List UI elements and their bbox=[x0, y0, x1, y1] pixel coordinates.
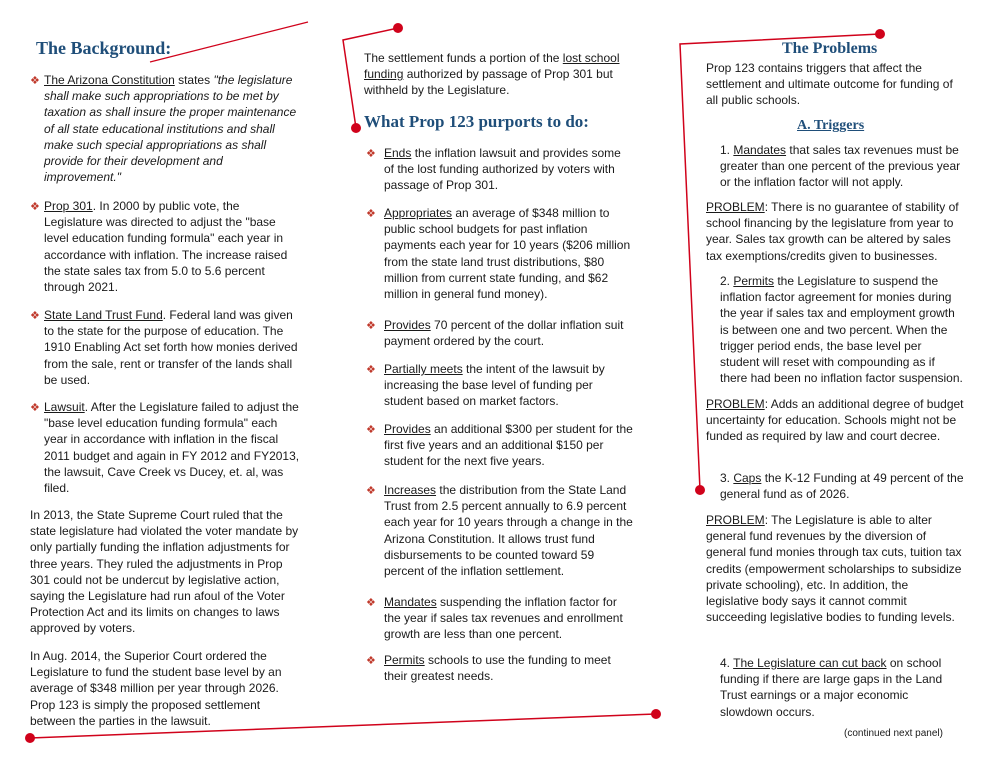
problems-intro: Prop 123 contains triggers that affect the settlement and ultimate outcome for funding of all public schools. bbox=[706, 61, 953, 108]
item-lead: Increases bbox=[384, 483, 437, 497]
list-item bbox=[366, 145, 634, 194]
diamond-bullet-icon: ❖ bbox=[366, 597, 376, 609]
trigger-item bbox=[720, 273, 964, 386]
item-lead: Provides bbox=[384, 318, 431, 332]
item-text: an additional $300 per student for the first five years and an additional $150 per student for the next five years. bbox=[384, 422, 633, 469]
list-item bbox=[366, 361, 634, 410]
paragraph: In Aug. 2014, the Superior Court ordered the Legislature to fund the student base level by an average of $348 million per year through 2026. Prop 123 is simply the proposed settlement between the parties in the lawsuit. bbox=[30, 649, 282, 728]
intro-text: The settlement funds a portion of the bbox=[364, 51, 563, 65]
item-mid: states bbox=[174, 73, 214, 87]
trigger-number: 2. bbox=[720, 274, 734, 288]
diamond-bullet-icon: ❖ bbox=[366, 320, 376, 332]
diamond-bullet-icon: ❖ bbox=[30, 310, 40, 322]
item-lead: Mandates bbox=[384, 595, 437, 609]
problem-paragraph bbox=[706, 199, 964, 264]
red-dot bbox=[875, 29, 885, 39]
background-heading: The Background: bbox=[36, 38, 172, 58]
problem-label: PROBLEM bbox=[706, 200, 765, 214]
item-text: the intent of the lawsuit by increasing the base level of funding per student based on market factors. bbox=[384, 362, 605, 409]
problem-label: PROBLEM bbox=[706, 513, 765, 527]
continued-note: (continued next panel) bbox=[844, 728, 943, 739]
item-text: the inflation lawsuit and provides some of the lost funding authorized by voters with passage of Prop 301. bbox=[384, 146, 621, 193]
list-item bbox=[30, 198, 300, 295]
item-text: . Federal land was given to the state for the purpose of education. The 1910 Enabling Act set forth how monies derived from the sale, rent or transfer of the lands shall be used. bbox=[44, 308, 298, 387]
diamond-bullet-icon: ❖ bbox=[366, 148, 376, 160]
intro-underlined: lost school funding bbox=[364, 51, 620, 82]
item-text: . In 2000 by public vote, the Legislature was directed to adjust the "base level education funding formula" each year in accordance with inflation. The increase raised the state sales tax from 5.0 to 5.6 percent through 2021. bbox=[44, 199, 288, 295]
problem-paragraph bbox=[706, 512, 964, 625]
red-dot bbox=[393, 23, 403, 33]
red-dot bbox=[25, 733, 35, 743]
trigger-text: the K-12 Funding at 49 percent of the general fund as of 2026. bbox=[720, 471, 964, 502]
intro-text: authorized by passage of Prop 301 but withheld by the Legislature. bbox=[364, 67, 613, 98]
red-line-top-left bbox=[150, 22, 308, 62]
diamond-bullet-icon: ❖ bbox=[366, 364, 376, 376]
trigger-lead: Permits bbox=[733, 274, 775, 288]
trigger-text: on school funding if there are large gaps in the Land Trust earnings or a major economic slowdown occurs. bbox=[720, 656, 943, 719]
problem-paragraph bbox=[706, 396, 964, 445]
item-lead: Provides bbox=[384, 422, 431, 436]
item-text: 70 percent of the dollar inflation suit payment ordered by the court. bbox=[384, 318, 624, 349]
list-item bbox=[366, 594, 634, 643]
item-text: an average of $348 million to public school budgets for past inflation payments each year for 10 years ($206 million from the state land trust distributions, $80 million from current state funding, and $62 million in general fund money). bbox=[384, 206, 631, 302]
item-text: the distribution from the State Land Trust from 2.5 percent annually to 6.9 percent each year for 10 years through a change in the Arizona Constitution. It allows trust fund disbursements to be counted toward 59 percent of the inflation settlement. bbox=[384, 483, 633, 579]
diamond-bullet-icon: ❖ bbox=[366, 208, 376, 220]
diamond-bullet-icon: ❖ bbox=[30, 201, 40, 213]
red-dot bbox=[351, 123, 361, 133]
item-lead: Ends bbox=[384, 146, 412, 160]
list-item bbox=[366, 317, 634, 349]
item-text: "the legislature shall make such appropriations to be met by taxation as shall insure the proper maintenance of all state educational institutions and shall make such special appropriations as shall provide for their development and improvement." bbox=[44, 73, 297, 185]
trigger-text: that sales tax revenues must be greater than one percent of the previous year or the inflation factor will not apply. bbox=[720, 143, 961, 190]
diamond-bullet-icon: ❖ bbox=[366, 485, 376, 497]
diamond-bullet-icon: ❖ bbox=[30, 75, 40, 87]
list-item bbox=[30, 399, 300, 496]
item-lead: Lawsuit bbox=[44, 400, 85, 414]
list-item bbox=[366, 421, 634, 470]
item-lead: Partially meets bbox=[384, 362, 463, 376]
trigger-item bbox=[720, 470, 964, 502]
item-text: suspending the inflation factor for the year if sales tax revenues and enrollment growth are less than one percent. bbox=[384, 595, 623, 642]
diamond-bullet-icon: ❖ bbox=[366, 424, 376, 436]
purports-heading: What Prop 123 purports to do: bbox=[364, 112, 589, 131]
trigger-text: the Legislature to suspend the inflation factor agreement for monies during the year if sales tax and employment growth is between one and two percent. When the trigger period ends, the base level per student will reset with compounding as if there had been no inflation factor suspension. bbox=[720, 274, 963, 386]
problem-text: : Adds an additional degree of budget uncertainty for education. Schools might not be funded as required by law and court decree. bbox=[706, 397, 964, 444]
settlement-intro bbox=[364, 50, 639, 99]
triggers-subheading: A. Triggers bbox=[797, 118, 865, 133]
trigger-item bbox=[720, 142, 964, 191]
trigger-item bbox=[720, 655, 964, 720]
list-item bbox=[30, 72, 300, 185]
list-item bbox=[366, 652, 634, 684]
paragraph: In 2013, the State Supreme Court ruled that the state legislature had violated the voter mandate by only partially funding the inflation adjustments for three years. They ruled the adjustments in Prop 301 could not be undercut by legislative action, saying the Legislature had run afoul of the Voter Protection Act and its limits on changes to laws approved by voters. bbox=[30, 508, 299, 636]
problem-text: : There is no guarantee of stability of school financing by the legislature from year to year. Sales tax growth can be altered by sales tax exemptions/credits given to businesses. bbox=[706, 200, 959, 263]
item-lead: State Land Trust Fund bbox=[44, 308, 163, 322]
diamond-bullet-icon: ❖ bbox=[30, 402, 40, 414]
problems-heading: The Problems bbox=[782, 40, 878, 57]
list-item bbox=[366, 205, 634, 302]
problem-text: : The Legislature is able to alter general fund revenues by the diversion of general fund monies through tax cuts, tuition tax credits (empowerment scholarships to subsidize private schooling), etc. In addition, the legislative body says it cannot commit succeeding legislative bodies to funding levels. bbox=[706, 513, 962, 625]
trigger-number: 1. bbox=[720, 143, 734, 157]
item-lead: Permits bbox=[384, 653, 425, 667]
item-text: schools to use the funding to meet their greatest needs. bbox=[384, 653, 611, 684]
item-text: . After the Legislature failed to adjust the "base level education funding formula" each year in accordance with inflation in the fiscal 2011 budget and again in FY 2012 and FY2013, the lawsuit, Cave Creek vs Ducey, et. al, was filed. bbox=[44, 400, 300, 496]
trigger-lead: Caps bbox=[733, 471, 762, 485]
item-lead: Appropriates bbox=[384, 206, 453, 220]
item-lead: The Arizona Constitution bbox=[44, 73, 175, 87]
list-item bbox=[366, 482, 634, 579]
diamond-bullet-icon: ❖ bbox=[366, 655, 376, 667]
red-dot bbox=[651, 709, 661, 719]
trigger-lead: Mandates bbox=[733, 143, 787, 157]
trigger-number: 4. bbox=[720, 656, 734, 670]
red-dot bbox=[695, 485, 705, 495]
problem-label: PROBLEM bbox=[706, 397, 765, 411]
list-item bbox=[30, 307, 300, 388]
trigger-lead: The Legislature can cut back bbox=[733, 656, 887, 670]
trigger-number: 3. bbox=[720, 471, 734, 485]
item-lead: Prop 301 bbox=[44, 199, 93, 213]
